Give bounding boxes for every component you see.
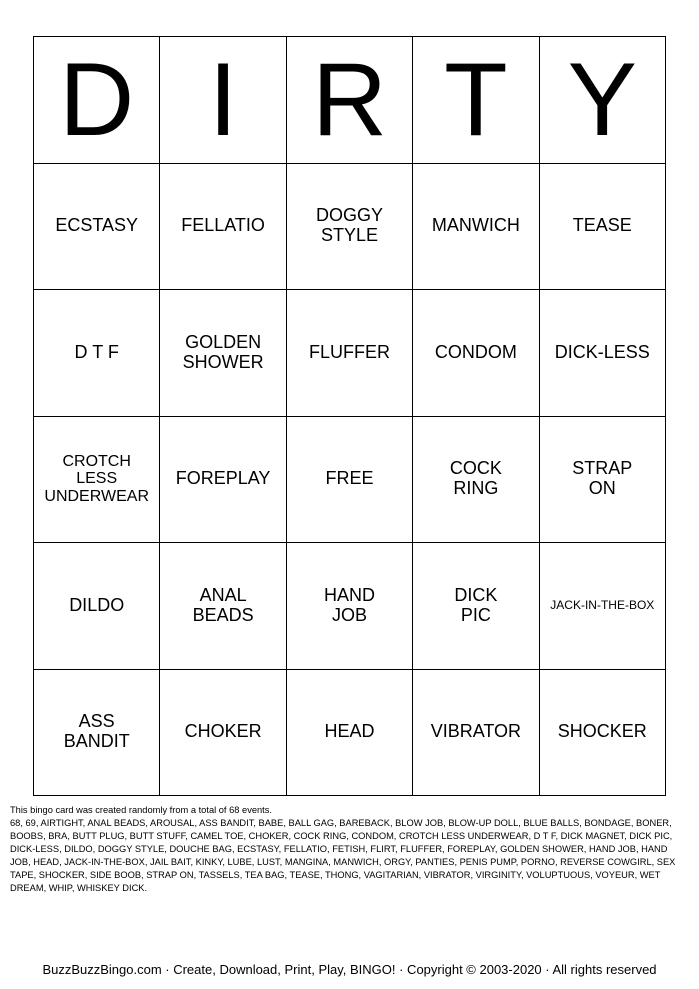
- cell-text: SHOCKER: [557, 721, 647, 742]
- bingo-cell: [160, 164, 286, 291]
- bingo-cell: [413, 670, 539, 797]
- footer-copyright: BuzzBuzzBingo.com · Create, Download, Print, Play, BINGO! · Copyright © 2003-2020 · All rights reserved: [42, 962, 657, 977]
- cell-text: FREE: [325, 468, 374, 489]
- header-cell: [287, 37, 413, 164]
- cell-text: TEASE: [572, 215, 632, 236]
- bingo-cell: [287, 164, 413, 291]
- events-info: [10, 804, 690, 895]
- cell-text: CROTCH LESS UNDERWEAR: [44, 452, 149, 506]
- cell-text: CHOKER: [184, 721, 262, 742]
- cell-text: GOLDEN SHOWER: [182, 331, 264, 372]
- cell-text: ECSTASY: [55, 215, 139, 236]
- header-cell: [540, 37, 666, 164]
- bingo-cell: [34, 417, 160, 544]
- bingo-cell: [540, 543, 666, 670]
- cell-text: CONDOM: [434, 341, 517, 362]
- header-cell: [160, 37, 286, 164]
- header-cell: [34, 37, 160, 164]
- bingo-card: [33, 36, 666, 796]
- bingo-cell: [540, 290, 666, 417]
- free-cell: [287, 417, 413, 544]
- cell-text: D T F: [74, 341, 119, 362]
- bingo-cell: [287, 670, 413, 797]
- bingo-cell: [540, 417, 666, 544]
- cell-text: JACK-IN-THE-BOX: [550, 598, 655, 613]
- cell-text: STRAP ON: [572, 458, 633, 499]
- bingo-cell: [540, 164, 666, 291]
- bingo-cell: [287, 543, 413, 670]
- cell-text: ASS BANDIT: [63, 711, 130, 752]
- cell-text: DICK PIC: [454, 584, 498, 625]
- header-letter: R: [311, 41, 388, 158]
- header-letter: T: [444, 41, 508, 158]
- bingo-cell: [413, 417, 539, 544]
- cell-text: MANWICH: [431, 215, 520, 236]
- bingo-cell: [34, 164, 160, 291]
- bingo-cell: [540, 670, 666, 797]
- bingo-cell: [413, 164, 539, 291]
- bingo-cell: [160, 417, 286, 544]
- events-list: 68, 69, AIRTIGHT, ANAL BEADS, AROUSAL, ASS BANDIT, BABE, BALL GAG, BAREBACK, BLOW JOB, BLOW-UP DOLL, BLUE BALLS, BONDAGE, BONER, BOOBS, BRA, BUTT PLUG, BUTT STUFF, CAMEL TOE, CHOKER, COCK RING, CONDOM, CROTCH LESS UNDERWEAR, D T F, DICK MAGNET, DICK PIC, DICK-LESS, DILDO, DOGGY STYLE, DOUCHE BAG, ECSTASY, FELLATIO, FETISH, FLIRT, FLUFFER, FOREPLAY, GOLDEN SHOWER, HAND JOB, HAND JOB, HEAD, JACK-IN-THE-BOX, JAIL BAIT, KINKY, LUBE, LUST, MANGINA, MANWICH, ORGY, PANTIES, PENIS PUMP, PORNO, REVERSE COWGIRL, SEX TAPE, SHOCKER, SIDE BOOB, STRAP ON, TASSELS, TEA BAG, TEASE, THONG, VAGITARIAN, VIBRATOR, VIRGINITY, VOLUPTUOUS, VOYEUR, WET DREAM, WHIP, WHISKEY DICK.: [10, 818, 676, 893]
- bingo-cell: [34, 543, 160, 670]
- cell-text: DICK-LESS: [554, 341, 650, 362]
- cell-text: COCK RING: [449, 458, 502, 499]
- cell-text: FOREPLAY: [175, 468, 271, 489]
- header-letter: D: [59, 41, 135, 158]
- bingo-cell: [160, 543, 286, 670]
- header-letter: Y: [567, 41, 637, 158]
- cell-text: DILDO: [69, 594, 125, 615]
- cell-text: HAND JOB: [323, 584, 375, 625]
- bingo-cell: [160, 670, 286, 797]
- bingo-cell: [34, 670, 160, 797]
- cell-text: HEAD: [324, 721, 375, 742]
- cell-text: DOGGY STYLE: [315, 205, 383, 246]
- cell-text: ANAL BEADS: [192, 584, 254, 625]
- cell-text: FLUFFER: [308, 341, 390, 362]
- header-cell: [413, 37, 539, 164]
- bingo-cell: [413, 543, 539, 670]
- cell-text: FELLATIO: [181, 215, 265, 236]
- header-letter: I: [208, 41, 238, 158]
- events-summary: This bingo card was created randomly from a total of 68 events.: [10, 805, 272, 815]
- cell-text: VIBRATOR: [430, 721, 522, 742]
- bingo-cell: [287, 290, 413, 417]
- bingo-cell: [413, 290, 539, 417]
- bingo-cell: [34, 290, 160, 417]
- bingo-cell: [160, 290, 286, 417]
